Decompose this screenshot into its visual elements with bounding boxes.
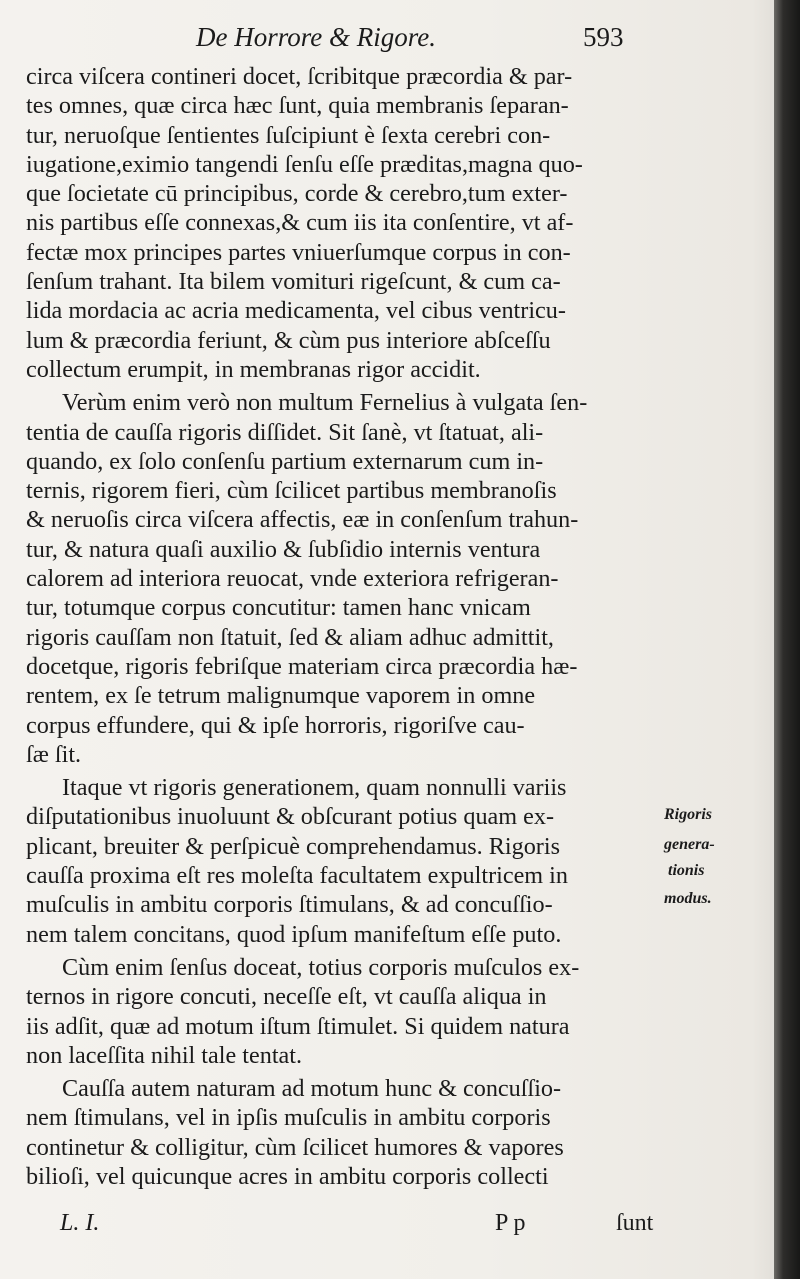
margin-note-line: genera- [664, 836, 715, 853]
text-line: & neruoſis circa viſcera affectis, eæ in conſenſum trahun- [26, 506, 579, 534]
text-line: nis partibus eſſe connexas,& cum iis ita conſentire, vt af- [26, 209, 574, 237]
quire-signature: P p [495, 1210, 526, 1236]
paragraph-start-line: Itaque vt rigoris generationem, quam nonnulli variis [62, 774, 567, 802]
margin-note-line: Rigoris [664, 806, 713, 823]
text-line: fectæ mox principes partes vniuerſumque corpus in con- [26, 238, 571, 266]
text-line: continetur & colligitur, cùm ſcilicet humores & vapores [26, 1133, 564, 1161]
paragraph-start-line: Cùm enim ſenſus doceat, totius corporis muſculos ex- [62, 953, 580, 981]
margin-note-line: modus. [664, 890, 712, 907]
page-header [0, 22, 760, 60]
text-line: diſputationibus inuoluunt & obſcurant potius quam ex- [26, 803, 555, 831]
text-line: lida mordacia ac acria medicamenta, vel cibus ventricu- [26, 297, 566, 325]
margin-note-line: tionis [668, 862, 705, 879]
page-footer [0, 1208, 760, 1248]
text-line: tentia de cauſſa rigoris diſſidet. Sit ſanè, vt ſtatuat, ali- [26, 418, 544, 446]
text-line: ternis, rigorem fieri, cùm ſcilicet partibus membranoſis [26, 477, 557, 505]
text-line: bilioſi, vel quicunque acres in ambitu corporis collecti [26, 1162, 549, 1190]
text-line: nem ſtimulans, vel in ipſis muſculis in ambitu corporis [26, 1104, 551, 1132]
text-line: iugatione,eximio tangendi ſenſu eſſe præditas,magna quo- [26, 150, 583, 178]
page-edge-shadow [774, 0, 800, 1279]
text-line: rigoris cauſſam non ſtatuit, ſed & aliam adhuc admittit, [26, 623, 554, 651]
catchword: ſunt [616, 1210, 654, 1236]
text-line: corpus effundere, qui & ipſe horroris, rigoriſve cau- [26, 711, 525, 739]
running-title: De Horrore & Rigore. [196, 22, 436, 52]
text-line: tes omnes, quæ circa hæc ſunt, quia membranis ſeparan- [26, 92, 569, 120]
text-line: tur, totumque corpus concutitur: tamen hanc vnicam [26, 594, 531, 622]
text-line: quando, ex ſolo conſenſu partium externarum cum in- [26, 447, 544, 475]
text-line: non laceſſita nihil tale tentat. [26, 1041, 303, 1069]
text-line: ternos in rigore concuti, neceſſe eſt, vt cauſſa aliqua in [26, 983, 547, 1011]
text-line: circa viſcera contineri docet, ſcribitque præcordia & par- [26, 63, 573, 90]
text-line: rentem, ex ſe tetrum malignumque vaporem in omne [26, 682, 536, 710]
text-line: nem talem concitans, quod ipſum manifeſtum eſſe puto. [26, 920, 562, 948]
paragraph-start-line: Cauſſa autem naturam ad motum hunc & concuſſio- [62, 1075, 562, 1103]
text-line: tur, & natura quaſi auxilio & ſubſidio internis ventura [26, 535, 541, 563]
text-line: calorem ad interiora reuocat, vnde exteriora refrigeran- [26, 565, 559, 593]
text-line: ſæ ſit. [26, 740, 82, 768]
text-line: docetque, rigoris febriſque materiam circa præcordia hæ- [26, 652, 578, 680]
text-line: lum & præcordia feriunt, & cùm pus interiore abſceſſu [26, 326, 551, 354]
text-line: que ſocietate cū principibus, corde & cerebro,tum exter- [26, 180, 568, 208]
text-line: iis adſit, quæ ad motum iſtum ſtimulet. Si quidem natura [26, 1012, 570, 1040]
body-text [26, 62, 660, 1191]
paragraph-start-line: Verùm enim verò non multum Fernelius à vulgata ſen- [62, 389, 588, 417]
text-line: ſenſum trahant. Ita bilem vomituri rigeſcunt, & cum ca- [26, 268, 561, 296]
text-line: tur, neruoſque ſentientes ſuſcipiunt è ſexta cerebri con- [26, 121, 551, 149]
page-number: 593 [583, 22, 624, 52]
volume-signature: L. I. [60, 1210, 100, 1236]
text-line: plicant, breuiter & perſpicuè comprehendamus. Rigoris [26, 832, 560, 860]
text-line: collectum erumpit, in membranas rigor accidit. [26, 355, 481, 383]
text-line: muſculis in ambitu corporis ſtimulans, & ad concuſſio- [26, 891, 553, 919]
text-line: cauſſa proxima eſt res moleſta facultatem expultricem in [26, 862, 568, 890]
